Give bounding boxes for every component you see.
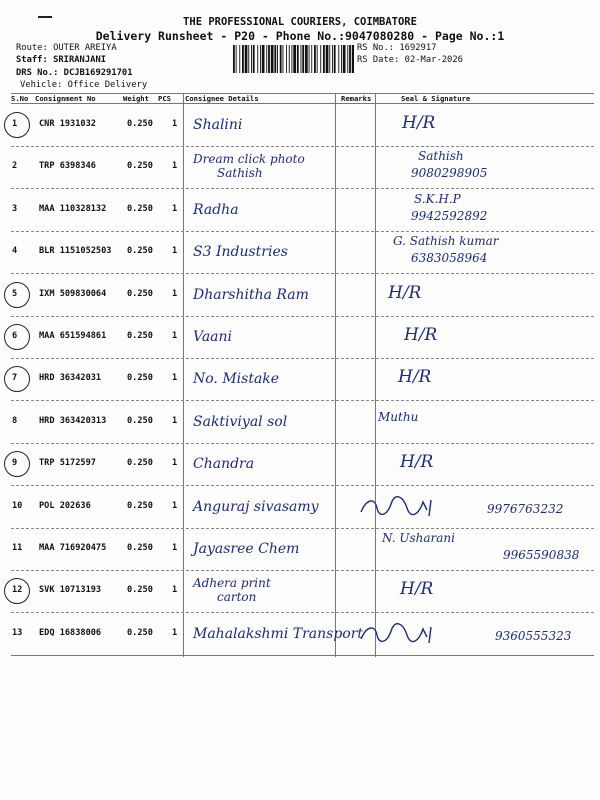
barcode-bar xyxy=(268,45,270,73)
barcode-bar xyxy=(283,45,284,73)
route-label: Route: xyxy=(16,43,48,53)
barcode-bar xyxy=(334,45,336,73)
consignment-cell: POL 202636 xyxy=(39,500,91,511)
table-row xyxy=(11,401,594,443)
table-row xyxy=(11,570,594,612)
row-separator xyxy=(11,655,594,656)
seal-signature-text: H/R xyxy=(400,579,434,600)
pcs-cell: 1 xyxy=(172,331,178,341)
consignment-cell: EDQ 16838006 xyxy=(39,627,102,638)
route-value: OUTER AREIYA xyxy=(53,43,117,53)
consignment-cell: BLR 1151052503 xyxy=(39,246,112,257)
table-row xyxy=(11,528,594,570)
barcode-bar xyxy=(271,45,274,73)
sno-cell: 3 xyxy=(12,203,18,214)
company-title: THE PROFESSIONAL COURIERS, COIMBATORE xyxy=(183,16,417,28)
col-seal-signature: Seal & Signature xyxy=(401,94,471,103)
consignment-cell: HRD 36342031 xyxy=(39,373,102,384)
seal-signature-text: Muthu xyxy=(378,409,419,424)
seal-signature-text: Sathish xyxy=(418,149,464,164)
weight-cell: 0.250 xyxy=(127,288,153,299)
barcode-bar xyxy=(239,45,240,73)
rs-no-line xyxy=(357,42,436,54)
barcode-bar xyxy=(338,45,339,73)
barcode-bar xyxy=(305,45,308,73)
weight-cell: 0.250 xyxy=(127,415,153,426)
seal-signature-text: G. Sathish kumar xyxy=(393,234,499,249)
barcode-bar xyxy=(320,45,321,73)
weight-cell: 0.250 xyxy=(127,458,153,469)
sno-cell: 10 xyxy=(12,500,23,511)
consignee-handwritten-line2: Sathish xyxy=(217,166,263,181)
consignee-handwritten: S3 Industries xyxy=(193,244,288,261)
barcode-bar xyxy=(292,45,293,73)
rs-no-label: RS No.: xyxy=(357,43,395,53)
weight-cell: 0.250 xyxy=(127,627,153,638)
pcs-cell: 1 xyxy=(172,543,178,553)
barcode-bar xyxy=(289,45,290,73)
consignee-handwritten: Anguraj sivasamy xyxy=(193,498,319,515)
barcode-bar xyxy=(297,45,299,73)
seal-signature-text: H/R xyxy=(388,282,422,303)
barcode-bar xyxy=(309,45,310,73)
barcode-bar xyxy=(332,45,333,73)
staff-line xyxy=(16,54,106,66)
pcs-cell: 1 xyxy=(172,458,178,469)
table-row xyxy=(11,316,594,358)
consignment-cell: TRP 6398346 xyxy=(39,161,96,172)
table-row xyxy=(11,146,594,188)
table-row xyxy=(11,443,594,485)
table-row xyxy=(11,486,594,528)
phone-handwritten: 9080298905 xyxy=(411,166,488,181)
weight-cell: 0.250 xyxy=(127,500,153,511)
barcode-bar xyxy=(314,45,316,73)
phone-handwritten: 9942592892 xyxy=(411,208,488,223)
drs-value: DCJB169291701 xyxy=(63,68,133,78)
barcode-bar xyxy=(257,45,258,73)
vehicle-label: Vehicle: xyxy=(20,80,63,90)
signature-scribble xyxy=(357,621,447,647)
pcs-cell: 1 xyxy=(172,627,178,638)
staff-value: SRIRANJANI xyxy=(53,55,107,65)
barcode-bar xyxy=(253,45,255,73)
sno-cell: 11 xyxy=(12,543,23,553)
vehicle-line xyxy=(20,79,147,91)
col-pcs: PCS xyxy=(158,94,171,103)
sno-cell: 4 xyxy=(12,246,18,257)
barcode-bar xyxy=(293,45,296,73)
consignment-cell: HRD 363420313 xyxy=(39,415,107,426)
barcode-bar xyxy=(233,45,235,73)
consignment-cell: MAA 716920475 xyxy=(39,543,107,553)
barcode-bar xyxy=(266,45,267,73)
sno-cell: 9 xyxy=(12,458,18,469)
table-row xyxy=(11,274,594,316)
consignee-handwritten: Adhera print xyxy=(193,576,271,591)
staff-label: Staff: xyxy=(16,55,48,65)
phone-handwritten: 9360555323 xyxy=(495,628,572,643)
pcs-cell: 1 xyxy=(172,415,178,426)
sno-cell: 6 xyxy=(12,331,18,341)
table-row xyxy=(11,358,594,400)
drs-line xyxy=(16,67,133,79)
weight-cell: 0.250 xyxy=(127,373,153,384)
barcode-bar xyxy=(349,45,351,73)
weight-cell: 0.250 xyxy=(127,543,153,553)
weight-cell: 0.250 xyxy=(127,161,153,172)
barcode-bar xyxy=(317,45,318,73)
consignment-cell: IXM 509830064 xyxy=(39,288,107,299)
table-row xyxy=(11,231,594,273)
barcode-bar xyxy=(274,45,276,73)
col-consignee-details: Consignee Details xyxy=(185,94,259,103)
sno-cell: 12 xyxy=(12,585,23,596)
consignee-handwritten: No. Mistake xyxy=(193,371,280,388)
col-weight: Weight xyxy=(123,94,149,103)
rs-date-label: RS Date: xyxy=(357,55,400,65)
col-remarks: Remarks xyxy=(341,94,372,103)
consignment-cell: TRP 5172597 xyxy=(39,458,96,469)
barcode-bar xyxy=(236,45,237,73)
barcode-bar xyxy=(326,45,329,73)
barcode-bar xyxy=(245,45,248,73)
pcs-cell: 1 xyxy=(172,288,178,299)
vehicle-value: Office Delivery xyxy=(67,80,148,90)
sno-cell: 1 xyxy=(12,119,18,129)
barcode-bar xyxy=(280,45,282,73)
consignment-cell: SVK 10713193 xyxy=(39,585,102,596)
barcode-bar xyxy=(251,45,252,73)
barcode-bar xyxy=(343,45,346,73)
sno-cell: 7 xyxy=(12,373,18,384)
barcode-bar xyxy=(260,45,261,73)
barcode xyxy=(232,45,354,73)
table-top-rule xyxy=(11,93,594,94)
barcode-bar xyxy=(311,45,312,73)
barcode-bar xyxy=(301,45,302,73)
seal-signature-text: H/R xyxy=(402,113,436,133)
consignment-cell: MAA 651594861 xyxy=(39,331,107,341)
barcode-bar xyxy=(329,45,330,73)
weight-cell: 0.250 xyxy=(127,585,153,596)
runsheet-table xyxy=(11,93,594,658)
consignment-cell: CNR 1931032 xyxy=(39,119,96,129)
consignee-handwritten: Mahalakshmi Transport xyxy=(193,625,364,642)
rs-date-value: 02-Mar-2026 xyxy=(404,55,463,65)
consignment-cell: MAA 110328132 xyxy=(39,203,107,214)
sno-cell: 8 xyxy=(12,415,18,426)
consignee-handwritten: Chandra xyxy=(193,456,255,473)
seal-signature-text: S.K.H.P xyxy=(414,191,461,206)
phone-handwritten: 9965590838 xyxy=(503,548,580,562)
barcode-bar xyxy=(302,45,304,73)
pcs-cell: 1 xyxy=(172,161,178,172)
barcode-bar xyxy=(347,45,348,73)
pcs-cell: 1 xyxy=(172,585,178,596)
table-row xyxy=(11,189,594,231)
sno-cell: 13 xyxy=(12,627,23,638)
pcs-cell: 1 xyxy=(172,246,178,257)
table-row xyxy=(11,613,594,655)
consignee-handwritten: Dharshitha Ram xyxy=(193,286,309,303)
consignee-handwritten: Radha xyxy=(193,201,239,218)
weight-cell: 0.250 xyxy=(127,203,153,214)
table-row xyxy=(11,104,594,146)
consignee-handwritten: Jayasree Chem xyxy=(193,541,300,557)
rs-no-value: 1692917 xyxy=(399,43,437,53)
phone-handwritten: 9976763232 xyxy=(487,501,564,516)
drs-label: DRS No.: xyxy=(16,68,59,78)
barcode-bar xyxy=(242,45,244,73)
seal-signature-text: H/R xyxy=(400,452,434,473)
route-line xyxy=(16,42,117,54)
pcs-cell: 1 xyxy=(172,500,178,511)
signature-scribble xyxy=(357,494,447,520)
rs-date-line xyxy=(357,54,463,66)
seal-signature-text: H/R xyxy=(398,367,432,388)
runsheet-subtitle: Delivery Runsheet - P20 - Phone No.:9047080280 - Page No.:1 xyxy=(95,29,505,43)
barcode-bar xyxy=(352,45,354,73)
weight-cell: 0.250 xyxy=(127,331,153,341)
sno-cell: 2 xyxy=(12,161,18,172)
pcs-cell: 1 xyxy=(172,203,178,214)
consignee-handwritten: Vaani xyxy=(193,329,233,345)
barcode-bar xyxy=(277,45,278,73)
consignee-handwritten: Saktiviyal sol xyxy=(193,413,288,430)
barcode-bar xyxy=(262,45,265,73)
consignee-handwritten: Dream click photo xyxy=(193,152,305,167)
barcode-bar xyxy=(323,45,325,73)
phone-handwritten: 6383058964 xyxy=(411,251,488,266)
pcs-cell: 1 xyxy=(172,119,178,129)
col-consignment: Consignment No xyxy=(35,94,96,103)
seal-signature-text: H/R xyxy=(404,325,438,345)
consignee-handwritten-line2: carton xyxy=(217,590,257,605)
sno-cell: 5 xyxy=(12,288,18,299)
barcode-bar xyxy=(341,45,342,73)
consignee-handwritten: Shalini xyxy=(193,117,243,133)
seal-signature-text: N. Usharani xyxy=(382,531,455,545)
col-sno: S.No xyxy=(11,94,29,103)
barcode-bar xyxy=(286,45,287,73)
barcode-bar xyxy=(248,45,249,73)
pcs-cell: 1 xyxy=(172,373,178,384)
weight-cell: 0.250 xyxy=(127,246,153,257)
weight-cell: 0.250 xyxy=(127,119,153,129)
